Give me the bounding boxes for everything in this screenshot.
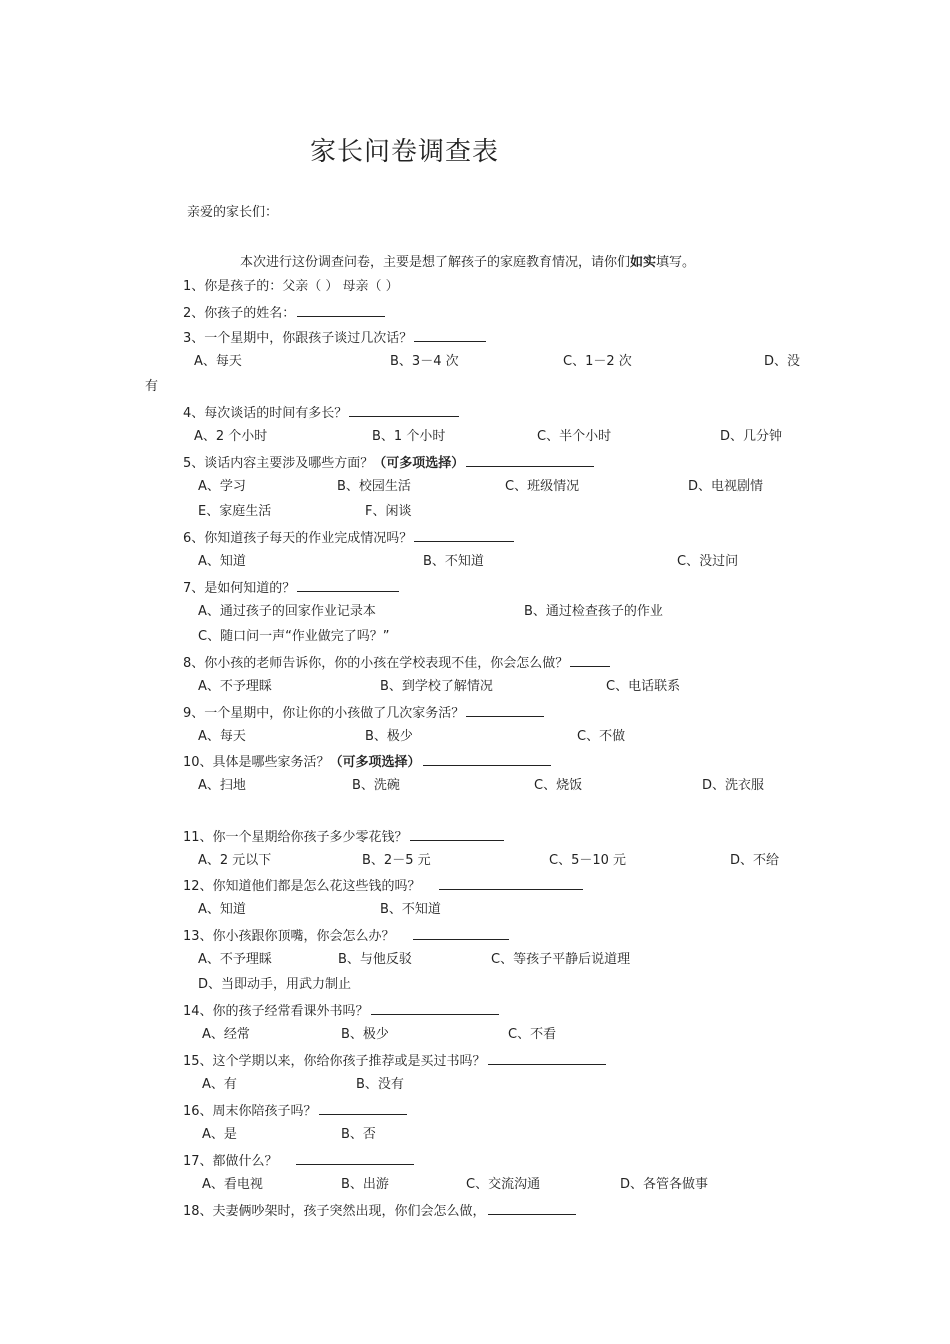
- answer-blank[interactable]: [466, 703, 544, 717]
- option-e[interactable]: E、家庭生活: [198, 504, 272, 519]
- answer-blank[interactable]: [466, 453, 594, 467]
- option-c[interactable]: C、电话联系: [606, 679, 681, 694]
- option-a[interactable]: A、每天: [198, 729, 246, 744]
- option-d[interactable]: D、没: [764, 354, 801, 369]
- option-d[interactable]: D、当即动手，用武力制止: [198, 977, 352, 992]
- option-c[interactable]: C、不看: [508, 1027, 557, 1042]
- option-b[interactable]: B、否: [341, 1127, 376, 1142]
- greeting: 亲爱的家长们：: [187, 205, 279, 220]
- question-text: 3、一个星期中，你跟孩子谈过几次话？: [183, 331, 413, 346]
- option-c[interactable]: C、没过问: [677, 554, 739, 569]
- intro-emphasis: 如实: [630, 255, 657, 270]
- question-text: 8、你小孩的老师告诉你，你的小孩在学校表现不佳，你会怎么做？: [183, 656, 569, 671]
- option-c[interactable]: C、不做: [577, 729, 626, 744]
- question-text: 16、周末你陪孩子吗？: [183, 1104, 317, 1119]
- question-1: 1、你是孩子的：父亲（ ） 母亲（ ）: [183, 279, 399, 294]
- answer-blank[interactable]: [488, 1201, 576, 1215]
- question-text: 15、这个学期以来，你给你孩子推荐或是买过书吗？: [183, 1054, 486, 1069]
- answer-blank[interactable]: [570, 653, 610, 667]
- question-7: [183, 578, 399, 598]
- option-c[interactable]: C、5－10 元: [549, 853, 627, 868]
- question-text: 5、谈话内容主要涉及哪些方面？: [183, 456, 374, 471]
- option-a[interactable]: A、扫地: [198, 778, 246, 793]
- question-text: 6、你知道孩子每天的作业完成情况吗？: [183, 531, 413, 546]
- option-a[interactable]: A、学习: [198, 479, 246, 494]
- question-17: [183, 1151, 414, 1171]
- option-c[interactable]: C、烧饭: [534, 778, 583, 793]
- question-text: 10、具体是哪些家务活？: [183, 755, 330, 770]
- option-b[interactable]: B、与他反驳: [338, 952, 412, 967]
- multi-select-note: （可多项选择）: [329, 755, 421, 770]
- intro-text: 本次进行这份调查问卷，主要是想了解孩子的家庭教育情况，请你们: [240, 255, 631, 270]
- question-text: 4、每次谈话的时间有多长？: [183, 406, 348, 421]
- option-c[interactable]: C、班级情况: [505, 479, 580, 494]
- question-14: [183, 1001, 499, 1021]
- answer-blank[interactable]: [423, 752, 551, 766]
- answer-blank[interactable]: [297, 578, 399, 592]
- answer-blank[interactable]: [439, 876, 583, 890]
- option-a[interactable]: A、知道: [198, 554, 246, 569]
- answer-blank[interactable]: [297, 303, 385, 317]
- option-a[interactable]: A、每天: [194, 354, 242, 369]
- question-text: 14、你的孩子经常看课外书吗？: [183, 1004, 369, 1019]
- option-b[interactable]: B、通过检查孩子的作业: [524, 604, 663, 619]
- option-f[interactable]: F、闲谈: [365, 504, 412, 519]
- answer-blank[interactable]: [349, 403, 459, 417]
- option-a[interactable]: A、2 元以下: [198, 853, 272, 868]
- option-c[interactable]: C、等孩子平静后说道理: [491, 952, 631, 967]
- option-b[interactable]: B、到学校了解情况: [380, 679, 493, 694]
- option-a[interactable]: A、是: [202, 1127, 237, 1142]
- question-12: [183, 876, 583, 896]
- question-text: 7、是如何知道的？: [183, 581, 296, 596]
- question-text: 17、都做什么？: [183, 1154, 278, 1169]
- answer-blank[interactable]: [371, 1001, 499, 1015]
- question-18: [183, 1201, 576, 1221]
- option-b[interactable]: B、极少: [365, 729, 413, 744]
- question-text: 11、你一个星期给你孩子多少零花钱？: [183, 830, 408, 845]
- question-text: 12、你知道他们都是怎么花这些钱的吗？: [183, 879, 421, 894]
- question-3: [183, 328, 486, 348]
- multi-select-note: （可多项选择）: [373, 456, 465, 471]
- answer-blank[interactable]: [410, 827, 504, 841]
- question-9: [183, 703, 544, 723]
- option-b[interactable]: B、出游: [341, 1177, 389, 1192]
- question-text: 9、一个星期中，你让你的小孩做了几次家务活？: [183, 706, 465, 721]
- option-b[interactable]: B、1 个小时: [372, 429, 446, 444]
- option-d[interactable]: D、各管各做事: [620, 1177, 709, 1192]
- answer-blank[interactable]: [488, 1051, 606, 1065]
- option-c[interactable]: C、1－2 次: [563, 354, 632, 369]
- answer-blank[interactable]: [414, 528, 514, 542]
- option-d[interactable]: D、不给: [730, 853, 780, 868]
- option-b[interactable]: B、3－4 次: [390, 354, 459, 369]
- question-6: [183, 528, 514, 548]
- option-a[interactable]: A、通过孩子的回家作业记录本: [198, 604, 376, 619]
- option-b[interactable]: B、不知道: [380, 902, 441, 917]
- option-b[interactable]: B、极少: [341, 1027, 389, 1042]
- question-2: [183, 303, 385, 323]
- option-a[interactable]: A、有: [202, 1077, 237, 1092]
- page-title: 家长问卷调查表: [310, 137, 500, 167]
- question-11: [183, 827, 504, 847]
- option-d[interactable]: D、洗衣服: [702, 778, 765, 793]
- question-4: [183, 403, 459, 423]
- option-c[interactable]: C、随口问一声“作业做完了吗？”: [198, 629, 390, 644]
- option-a[interactable]: A、经常: [202, 1027, 250, 1042]
- option-c[interactable]: C、交流沟通: [466, 1177, 541, 1192]
- question-5: [183, 453, 594, 473]
- option-a[interactable]: A、知道: [198, 902, 246, 917]
- intro-paragraph: [240, 254, 695, 272]
- option-b[interactable]: B、2－5 元: [362, 853, 431, 868]
- answer-blank[interactable]: [296, 1151, 414, 1165]
- question-13: [183, 926, 509, 946]
- question-15: [183, 1051, 606, 1071]
- option-a[interactable]: A、不予理睬: [198, 952, 272, 967]
- question-text: 13、你小孩跟你顶嘴，你会怎么办？: [183, 929, 395, 944]
- option-c[interactable]: C、半个小时: [537, 429, 612, 444]
- option-a[interactable]: A、看电视: [202, 1177, 263, 1192]
- option-b[interactable]: B、洗碗: [352, 778, 400, 793]
- option-d[interactable]: D、电视剧情: [688, 479, 764, 494]
- question-text: 2、你孩子的姓名：: [183, 306, 296, 321]
- option-a[interactable]: A、不予理睬: [198, 679, 272, 694]
- answer-blank[interactable]: [413, 926, 509, 940]
- intro-text-end: 填写。: [656, 255, 696, 270]
- option-d[interactable]: D、几分钟: [720, 429, 783, 444]
- question-10: [183, 752, 551, 772]
- answer-blank[interactable]: [414, 328, 486, 342]
- answer-blank[interactable]: [319, 1101, 407, 1115]
- option-b[interactable]: B、不知道: [423, 554, 484, 569]
- question-8: [183, 653, 610, 673]
- question-text: 18、夫妻俩吵架时，孩子突然出现，你们会怎么做，: [183, 1204, 486, 1219]
- question-16: [183, 1101, 407, 1121]
- option-b[interactable]: B、校园生活: [337, 479, 411, 494]
- option-d-wrap: 有: [145, 379, 159, 394]
- option-b[interactable]: B、没有: [356, 1077, 404, 1092]
- option-a[interactable]: A、2 个小时: [194, 429, 268, 444]
